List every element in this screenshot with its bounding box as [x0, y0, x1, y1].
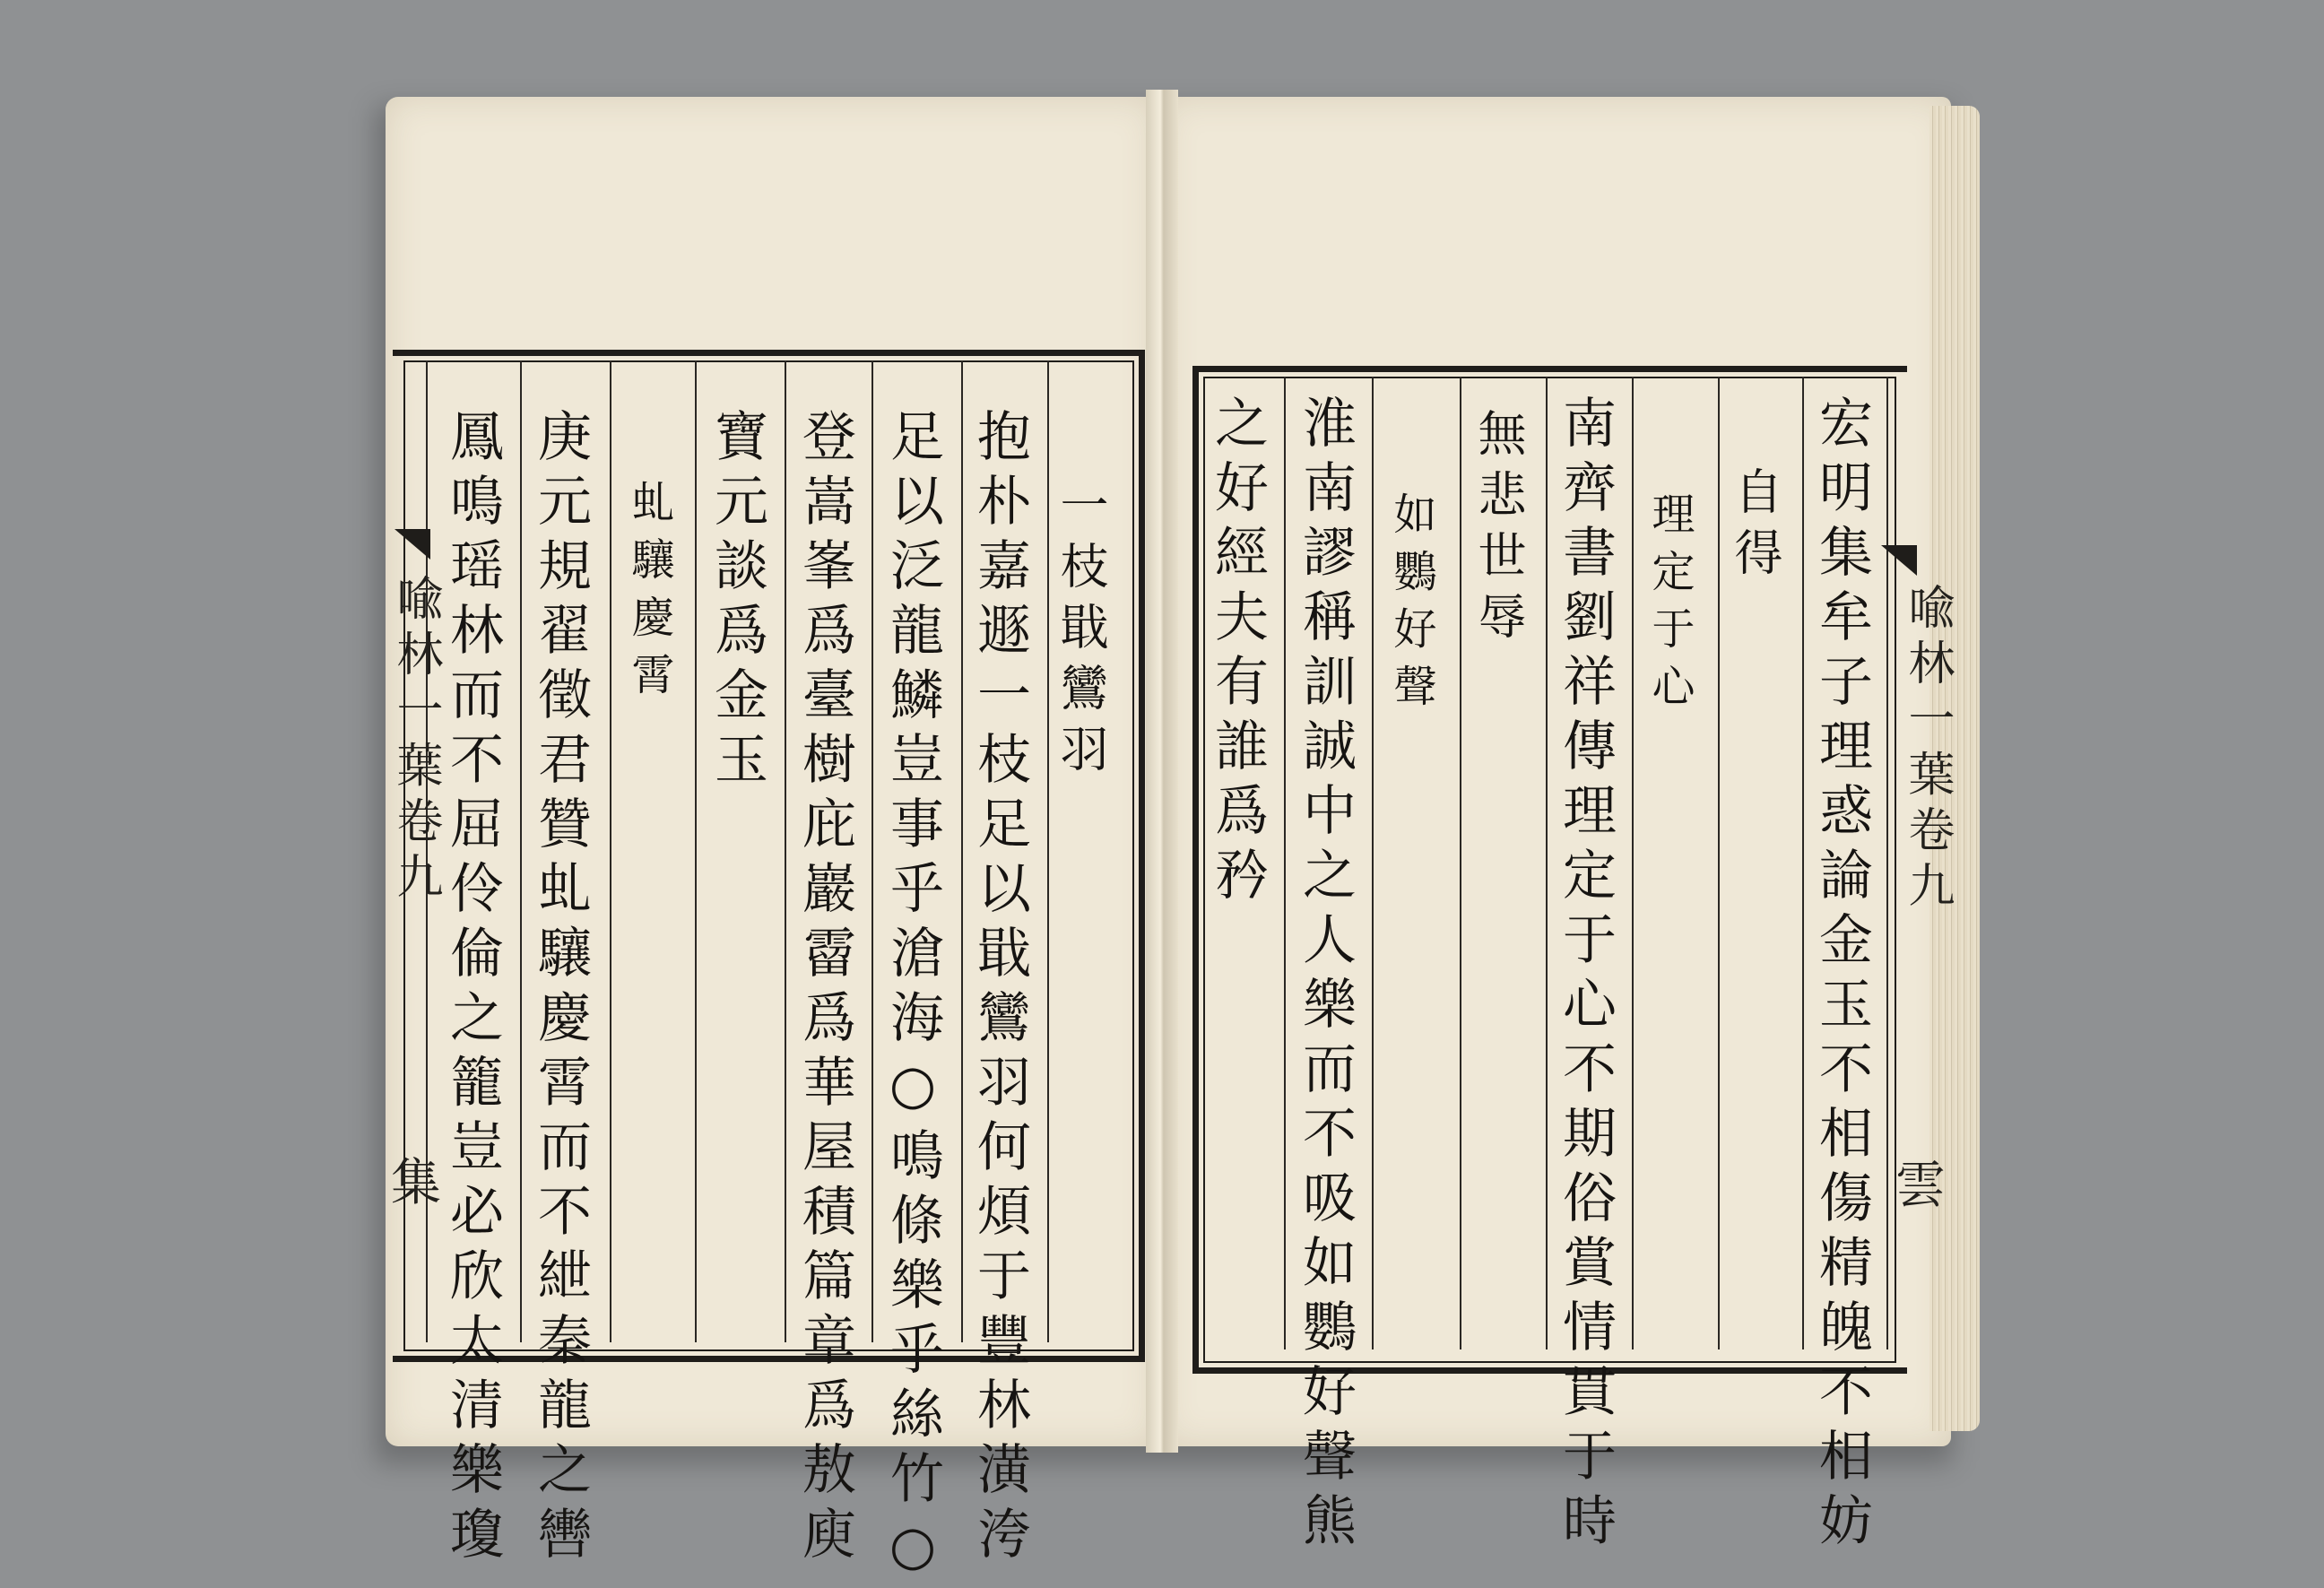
- column-rule: [610, 360, 611, 1342]
- column-rule: [695, 360, 697, 1342]
- text-column: 足以泛龍鱗豈事乎滄海○鳴條樂乎絲竹○: [881, 408, 944, 1588]
- text-column-heading: 一枝戢鸞羽: [1053, 480, 1109, 785]
- fish-tail-mark: [1881, 545, 1917, 576]
- right-margin-title: 喩林一葉卷九: [1900, 583, 1954, 916]
- text-column-heading: 自得: [1727, 466, 1783, 588]
- text-column: 登嵩峯爲臺樹庇巖霤爲華屋積篇章爲敖庾: [793, 408, 856, 1570]
- column-rule: [785, 360, 786, 1342]
- text-column: 無悲世辱: [1470, 408, 1527, 652]
- column-rule: [1460, 377, 1461, 1349]
- text-column: 淮南謬稱訓誠中之人樂而不吸如鸚好聲熊: [1294, 395, 1357, 1557]
- column-rule: [1802, 377, 1804, 1349]
- column-rule: [1886, 377, 1888, 1349]
- text-column-heading: 如鸚好聲: [1386, 491, 1436, 721]
- column-rule: [1284, 377, 1286, 1349]
- column-rule: [520, 360, 522, 1342]
- left-page-frame: [393, 350, 1145, 1362]
- text-column: 鳳鳴瑶林而不屈伶倫之籠豈必欣太清樂瓊: [441, 408, 504, 1570]
- text-column-heading: 虬驤慶霄: [624, 480, 674, 709]
- column-rule: [961, 360, 963, 1342]
- column-rule: [1047, 360, 1049, 1342]
- column-rule: [1546, 377, 1548, 1349]
- column-rule: [1718, 377, 1720, 1349]
- text-column: 之好經夫有誰爲矜: [1206, 395, 1269, 911]
- text-column: 宏明集牟子理惑論金玉不相傷精魄不相妨: [1810, 395, 1873, 1557]
- column-rule: [872, 360, 873, 1342]
- book-spine: [1146, 90, 1178, 1453]
- fish-tail-mark: [395, 529, 430, 560]
- left-folio: 集: [391, 1154, 441, 1212]
- column-rule: [1632, 377, 1634, 1349]
- text-column: 抱朴嘉遯一枝足以戢鸞羽何煩于豐林潢洿: [968, 408, 1031, 1570]
- column-rule: [1372, 377, 1374, 1349]
- left-margin-title: 喩林一葉卷九: [388, 574, 442, 907]
- text-column: 南齊書劉祥傳理定于心不期俗賞情貫于時: [1554, 395, 1617, 1557]
- text-column-heading: 理定于心: [1644, 491, 1695, 721]
- right-folio: 雲: [1895, 1157, 1946, 1215]
- text-column: 寶元談爲金玉: [706, 408, 768, 795]
- text-column: 庚元規翟徵君贊虬驤慶霄而不紲秦龍之轡: [529, 408, 592, 1570]
